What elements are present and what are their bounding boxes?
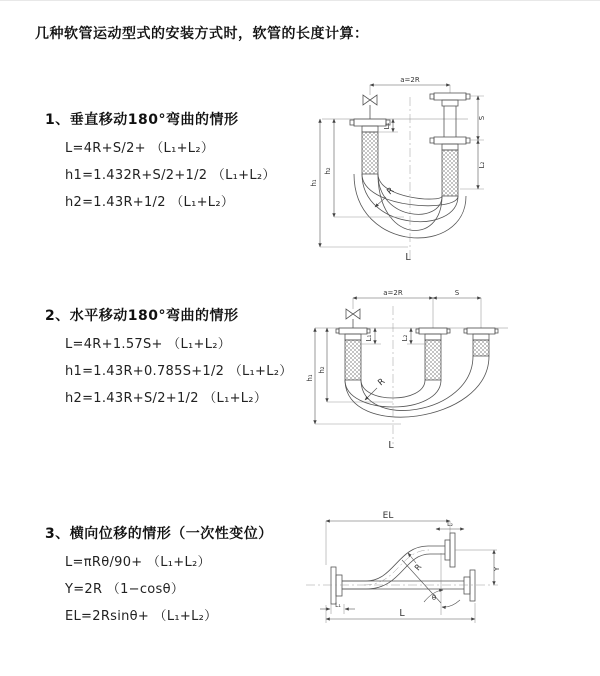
dim-label-h2: h₂ xyxy=(324,167,332,175)
diagram-horizontal-180-bend xyxy=(303,282,598,454)
right-pipe-fitting xyxy=(430,93,470,196)
radius-label: R xyxy=(385,185,397,198)
length-label: L xyxy=(388,440,394,451)
formula-y: Y=2R （1−cosθ） xyxy=(65,582,185,597)
displaced-flange xyxy=(445,533,455,567)
valve-icon xyxy=(346,309,360,319)
section-2-heading: 2、水平移动180°弯曲的情形 xyxy=(45,308,239,324)
radius-label: R xyxy=(412,562,424,573)
dim-label-a2r: a=2R xyxy=(400,76,420,84)
left-flange xyxy=(331,567,342,604)
dim-label-l2: L₂ xyxy=(401,334,409,342)
page-title: 几种软管运动型式的安装方式时，软管的长度计算： xyxy=(35,26,369,42)
formula-h1: h1=1.432R+S/2+1/2 （L₁+L₂） xyxy=(65,168,276,183)
length-label: L xyxy=(399,608,405,619)
valve-icon xyxy=(363,95,377,105)
middle-pipe-fitting xyxy=(416,328,450,380)
dim-label-a2r: a=2R xyxy=(383,289,403,297)
section-horizontal-180 xyxy=(45,305,320,417)
dim-label-l2: L₂ xyxy=(478,161,486,169)
dim-label-h2: h₂ xyxy=(318,366,326,374)
diagram-lateral-displacement xyxy=(298,503,598,661)
dim-label-l1: L₁ xyxy=(335,602,341,609)
dim-label-s: S xyxy=(478,115,486,121)
hose-drawing xyxy=(320,85,484,259)
dim-label-l1: L₁ xyxy=(365,334,373,342)
hose-u-bend-arcs xyxy=(345,356,489,417)
diagram-vertical-180-bend xyxy=(308,71,598,263)
formula-length: L=4R+S/2+ （L₁+L₂） xyxy=(65,141,215,156)
formula-length: L=πRθ/90+ （L₁+L₂） xyxy=(65,555,211,570)
dim-label-h1: h₁ xyxy=(310,179,318,187)
formula-length: L=4R+1.57S+ （L₁+L₂） xyxy=(65,337,232,352)
dim-label-s: S xyxy=(454,289,460,297)
formula-h2: h2=1.43R+S/2+1/2 （L₁+L₂） xyxy=(65,391,268,406)
formula-h2: h2=1.43R+1/2 （L₁+L₂） xyxy=(65,195,235,210)
hose-s-curve xyxy=(342,546,445,589)
formula-h1: h1=1.43R+0.785S+1/2 （L₁+L₂） xyxy=(65,364,293,379)
angle-label: θ xyxy=(431,594,437,602)
dim-label-el: EL xyxy=(382,511,394,521)
dim-label-l2: L₂ xyxy=(447,521,453,528)
right-pipe-fitting xyxy=(464,328,498,356)
hose-drawing xyxy=(315,298,508,444)
section-3-heading: 3、横向位移的情形（一次性变位） xyxy=(45,526,273,542)
length-label: L xyxy=(405,252,411,263)
original-flange xyxy=(464,570,475,601)
formula-el: EL=2Rsinθ+ （L₁+L₂） xyxy=(65,609,218,624)
section-lateral-displacement xyxy=(45,523,320,635)
dim-label-h1: h₁ xyxy=(306,374,314,382)
dim-label-l1: L₁ xyxy=(383,122,391,130)
radius-label: R xyxy=(376,376,388,389)
section-1-heading: 1、垂直移动180°弯曲的情形 xyxy=(45,112,239,128)
dim-label-y: Y xyxy=(493,566,501,572)
section-vertical-180 xyxy=(45,109,320,221)
